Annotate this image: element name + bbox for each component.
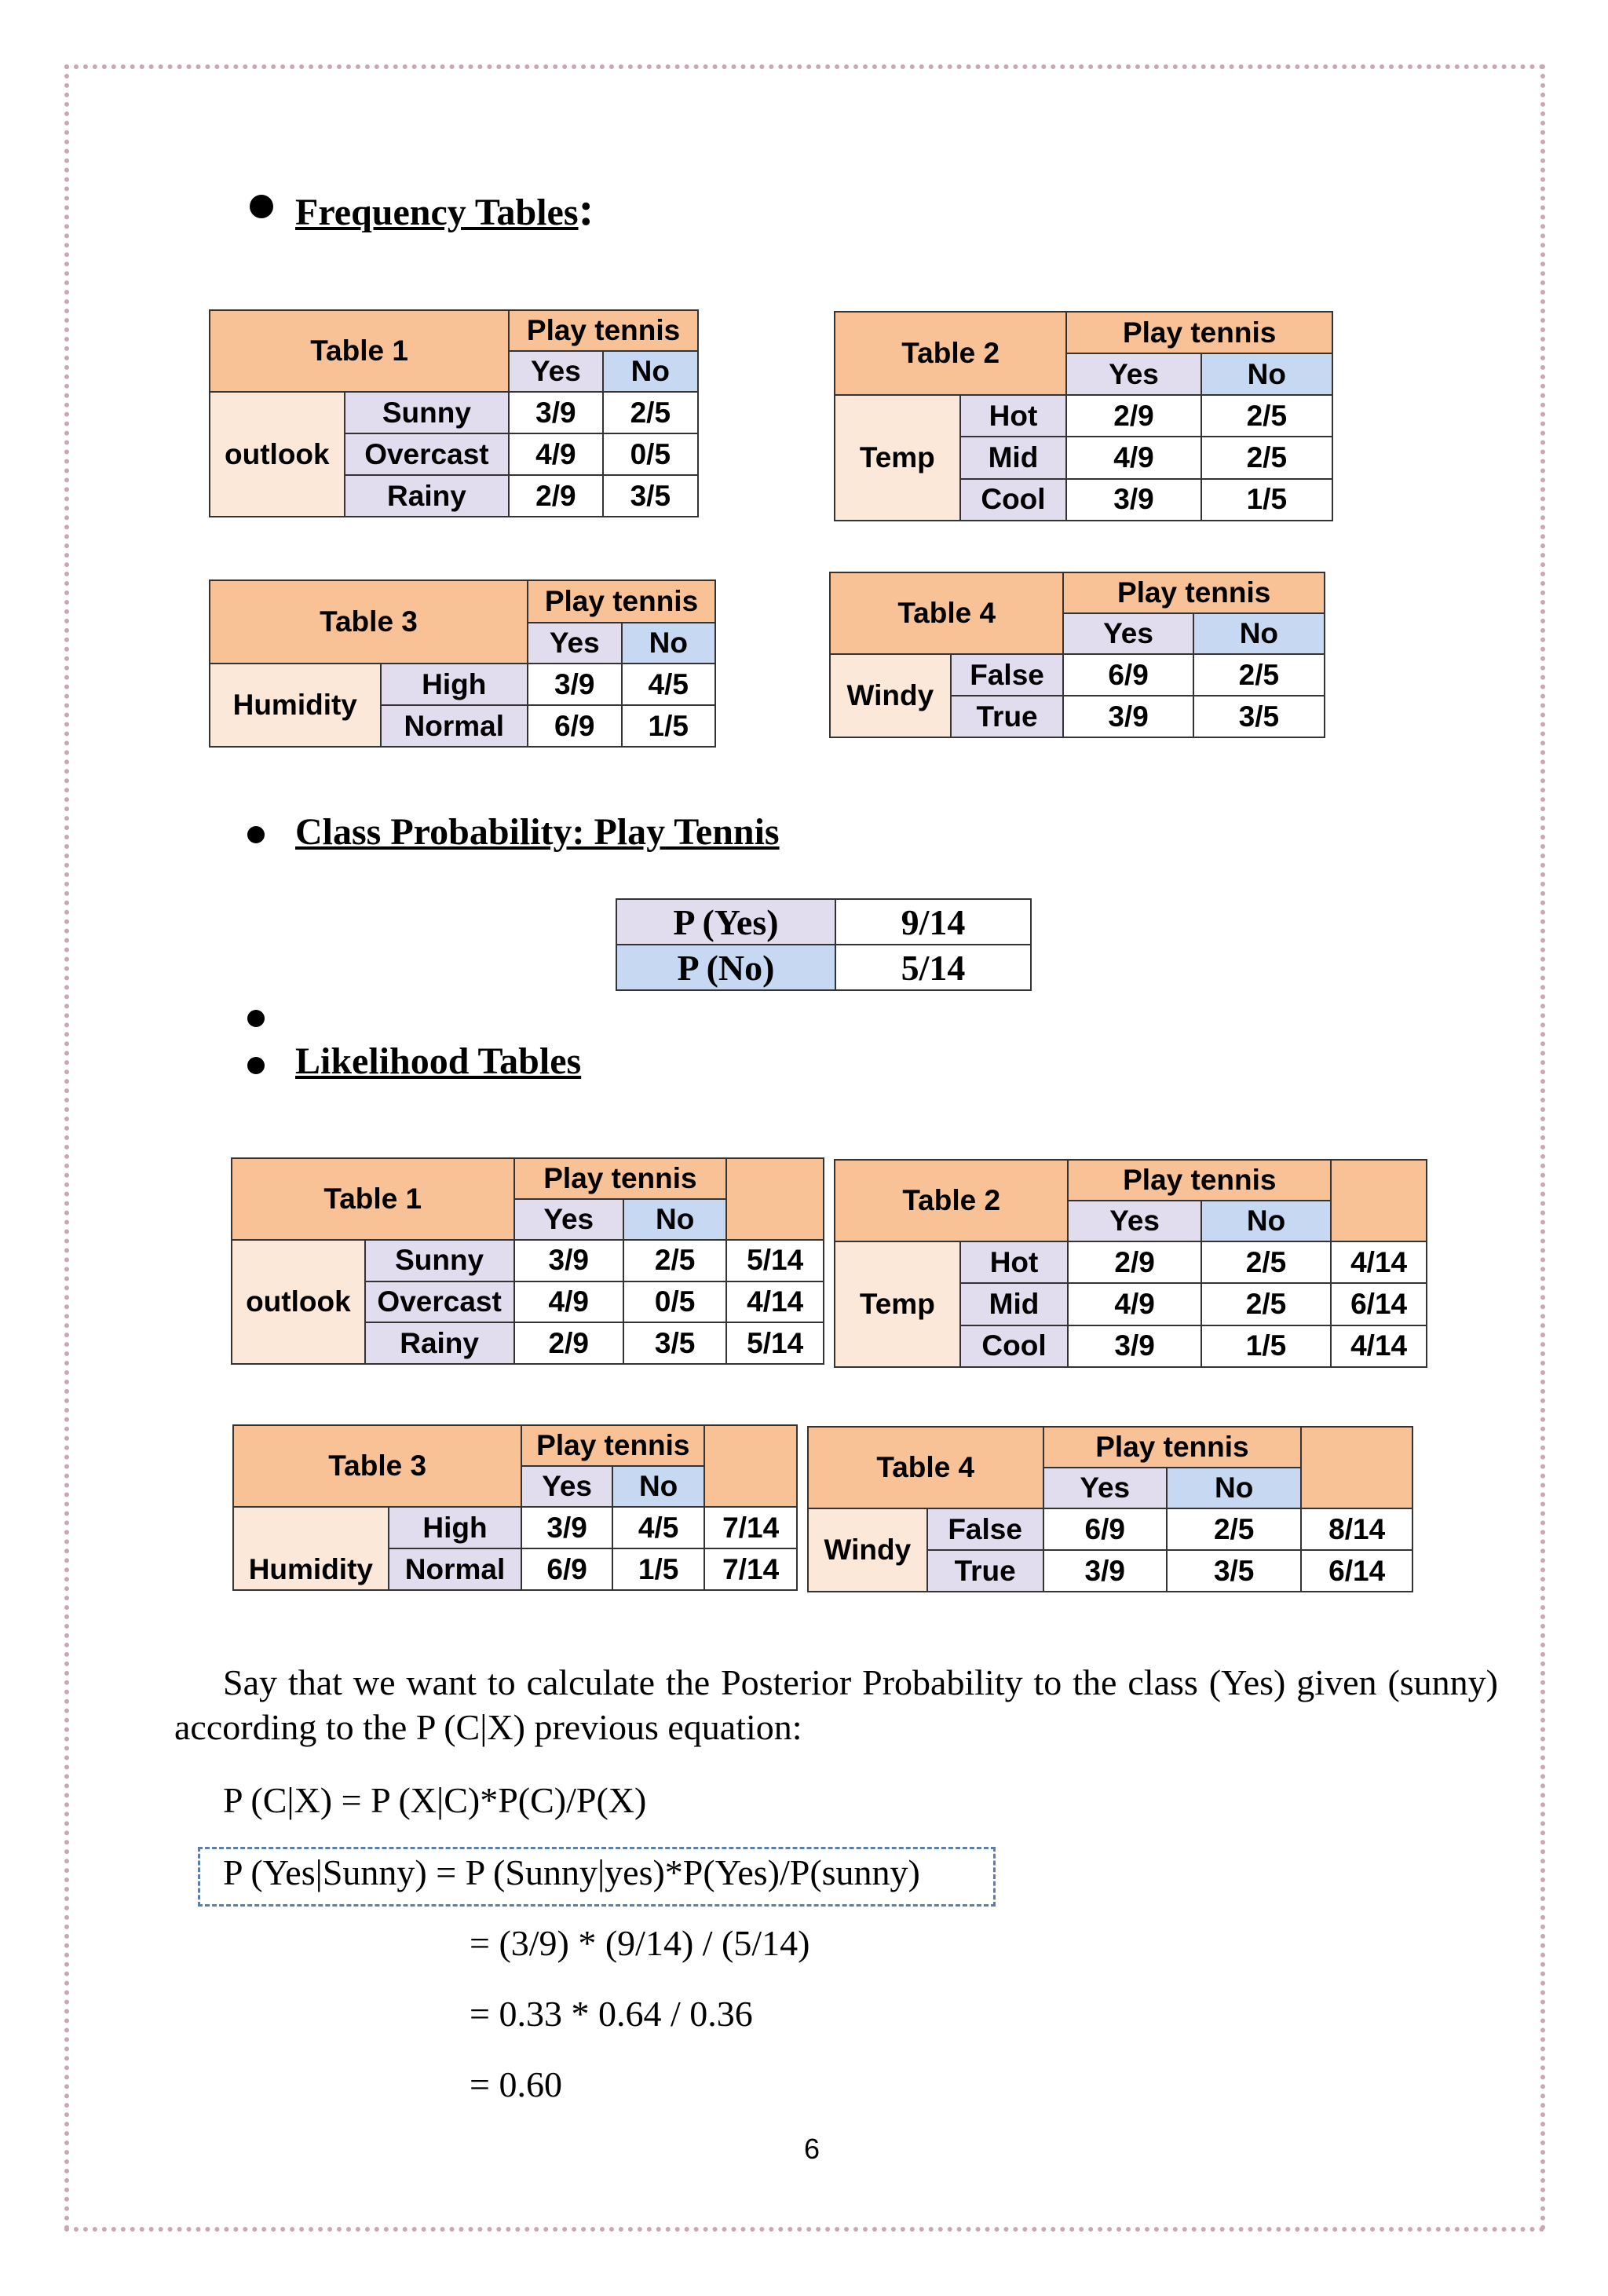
table-title: Table 1: [210, 310, 509, 392]
prob-label: P (Yes): [616, 899, 835, 945]
no-value: 1/5: [612, 1548, 704, 1590]
yes-header: Yes: [1043, 1468, 1168, 1508]
no-value: 1/5: [1201, 479, 1332, 521]
play-tennis-header: Play tennis: [514, 1158, 727, 1199]
row-label: Overcast: [365, 1281, 514, 1323]
group-label: Windy: [808, 1508, 927, 1592]
table-title: Table 1: [232, 1158, 514, 1240]
yes-value: 3/9: [509, 392, 602, 433]
bullet-icon: [247, 1057, 265, 1074]
group-label: Windy: [830, 654, 951, 737]
no-value: 4/5: [612, 1507, 704, 1548]
row-label: False: [951, 654, 1064, 696]
prob-label: P (No): [616, 945, 835, 990]
play-tennis-header: Play tennis: [509, 310, 698, 351]
no-header: No: [622, 623, 715, 664]
marginal-value: 5/14: [726, 1322, 824, 1364]
page-number: 6: [804, 2133, 820, 2165]
yes-value: 3/9: [1043, 1550, 1168, 1592]
table-title: Table 3: [233, 1425, 521, 1507]
row-label: Mid: [960, 1283, 1069, 1325]
row-label: Cool: [960, 1325, 1069, 1367]
play-tennis-header: Play tennis: [1066, 312, 1332, 353]
table-title: Table 2: [835, 312, 1066, 395]
row-label: Sunny: [345, 392, 510, 433]
yes-value: 2/9: [509, 475, 602, 517]
no-value: 2/5: [1167, 1508, 1301, 1550]
yes-value: 4/9: [1066, 437, 1201, 478]
no-value: 2/5: [1201, 1241, 1331, 1283]
no-value: 2/5: [1201, 1283, 1331, 1325]
table-title: Table 2: [835, 1160, 1068, 1241]
marginal-header: [1301, 1427, 1412, 1508]
marginal-value: 4/14: [1331, 1241, 1427, 1283]
yes-header: Yes: [1066, 353, 1201, 395]
no-value: 3/5: [623, 1322, 726, 1364]
yes-value: 6/9: [1043, 1508, 1168, 1550]
yes-value: 3/9: [1068, 1325, 1201, 1367]
explanation-paragraph: Say that we want to calculate the Posterior Probability to the class (Yes) given (sunny) according to the P (C|X) previous equation:: [174, 1662, 1498, 1747]
group-label: Humidity: [210, 664, 381, 747]
no-header: No: [1167, 1468, 1301, 1508]
marginal-header: [704, 1425, 797, 1507]
no-value: 2/5: [623, 1240, 726, 1281]
no-header: No: [603, 351, 698, 392]
yes-value: 4/9: [1068, 1283, 1201, 1325]
freq-table-3: [209, 579, 716, 748]
likelihood-table-4: [807, 1426, 1413, 1592]
row-label: Sunny: [365, 1240, 514, 1281]
yes-value: 4/9: [509, 433, 602, 475]
marginal-value: 8/14: [1301, 1508, 1412, 1550]
bullet-icon: [247, 1010, 265, 1027]
table-title: Table 4: [808, 1427, 1043, 1508]
group-label: Humidity: [233, 1507, 389, 1590]
likelihood-table-3: [232, 1424, 798, 1591]
row-label: High: [381, 664, 528, 705]
no-value: 3/5: [1167, 1550, 1301, 1592]
yes-value: 3/9: [1066, 479, 1201, 521]
play-tennis-header: Play tennis: [1043, 1427, 1302, 1468]
marginal-value: 4/14: [1331, 1325, 1427, 1367]
row-label: High: [389, 1507, 522, 1548]
yes-value: 6/9: [521, 1548, 612, 1590]
yes-header: Yes: [509, 351, 602, 392]
no-value: 0/5: [603, 433, 698, 475]
row-label: False: [927, 1508, 1043, 1550]
yes-value: 3/9: [528, 664, 622, 705]
yes-header: Yes: [521, 1466, 612, 1507]
no-value: 0/5: [623, 1281, 726, 1323]
marginal-header: [726, 1158, 824, 1240]
no-value: 3/5: [603, 475, 698, 517]
equation-step-1: = (3/9) * (9/14) / (5/14): [470, 1923, 810, 1963]
bullet-icon: [250, 195, 273, 218]
no-header: No: [1201, 1201, 1331, 1241]
no-header: No: [1201, 353, 1332, 395]
marginal-value: 7/14: [704, 1507, 797, 1548]
no-value: 4/5: [622, 664, 715, 705]
likelihood-table-1: [231, 1157, 824, 1365]
no-value: 1/5: [1201, 1325, 1331, 1367]
table-title: Table 3: [210, 580, 528, 664]
no-value: 1/5: [622, 705, 715, 747]
play-tennis-header: Play tennis: [1068, 1160, 1331, 1201]
no-value: 2/5: [603, 392, 698, 433]
marginal-value: 4/14: [726, 1281, 824, 1323]
section-heading-class-probability: Class Probability: Play Tennis: [295, 811, 780, 853]
play-tennis-header: Play tennis: [528, 580, 715, 623]
row-label: Hot: [960, 395, 1067, 437]
class-probability-table: [616, 898, 1032, 991]
yes-value: 3/9: [1063, 696, 1193, 737]
marginal-value: 5/14: [726, 1240, 824, 1281]
no-value: 2/5: [1193, 654, 1325, 696]
group-label: outlook: [210, 392, 345, 517]
yes-value: 3/9: [521, 1507, 612, 1548]
general-equation: P (C|X) = P (X|C)*P(C)/P(X): [223, 1780, 647, 1820]
freq-table-2: [834, 311, 1333, 521]
group-label: outlook: [232, 1240, 365, 1364]
marginal-value: 6/14: [1301, 1550, 1412, 1592]
row-label: True: [951, 696, 1064, 737]
likelihood-table-2: [834, 1159, 1427, 1368]
row-label: Overcast: [345, 433, 510, 475]
yes-header: Yes: [1063, 613, 1193, 654]
equation-step-2: = 0.33 * 0.64 / 0.36: [470, 1994, 753, 2034]
row-label: True: [927, 1550, 1043, 1592]
boxed-equation: P (Yes|Sunny) = P (Sunny|yes)*P(Yes)/P(sunny): [223, 1852, 920, 1892]
marginal-value: 6/14: [1331, 1283, 1427, 1325]
yes-value: 3/9: [514, 1240, 623, 1281]
no-value: 3/5: [1193, 696, 1325, 737]
table-title: Table 4: [830, 572, 1063, 654]
play-tennis-header: Play tennis: [521, 1425, 704, 1466]
bullet-icon: [247, 826, 265, 843]
row-label: Normal: [389, 1548, 522, 1590]
section-heading-likelihood: Likelihood Tables: [295, 1040, 582, 1082]
yes-header: Yes: [1068, 1201, 1201, 1241]
no-header: No: [612, 1466, 704, 1507]
no-header: No: [623, 1199, 726, 1240]
row-label: Rainy: [365, 1322, 514, 1364]
no-value: 2/5: [1201, 395, 1332, 437]
yes-header: Yes: [528, 623, 622, 664]
yes-header: Yes: [514, 1199, 623, 1240]
yes-value: 4/9: [514, 1281, 623, 1323]
yes-value: 6/9: [1063, 654, 1193, 696]
no-header: No: [1193, 613, 1325, 654]
equation-step-3: = 0.60: [470, 2064, 562, 2104]
marginal-value: 7/14: [704, 1548, 797, 1590]
row-label: Mid: [960, 437, 1067, 478]
row-label: Rainy: [345, 475, 510, 517]
prob-value: 9/14: [835, 899, 1031, 945]
section-heading-frequency: Frequency Tables:: [295, 183, 594, 235]
group-label: Temp: [835, 395, 960, 521]
group-label: Temp: [835, 1241, 960, 1367]
no-value: 2/5: [1201, 437, 1332, 478]
play-tennis-header: Play tennis: [1063, 572, 1325, 613]
yes-value: 6/9: [528, 705, 622, 747]
yes-value: 2/9: [1066, 395, 1201, 437]
row-label: Cool: [960, 479, 1067, 521]
freq-table-4: [829, 572, 1325, 738]
row-label: Normal: [381, 705, 528, 747]
row-label: Hot: [960, 1241, 1069, 1283]
yes-value: 2/9: [1068, 1241, 1201, 1283]
prob-value: 5/14: [835, 945, 1031, 990]
freq-table-1: [209, 309, 699, 517]
marginal-header: [1331, 1160, 1427, 1241]
yes-value: 2/9: [514, 1322, 623, 1364]
